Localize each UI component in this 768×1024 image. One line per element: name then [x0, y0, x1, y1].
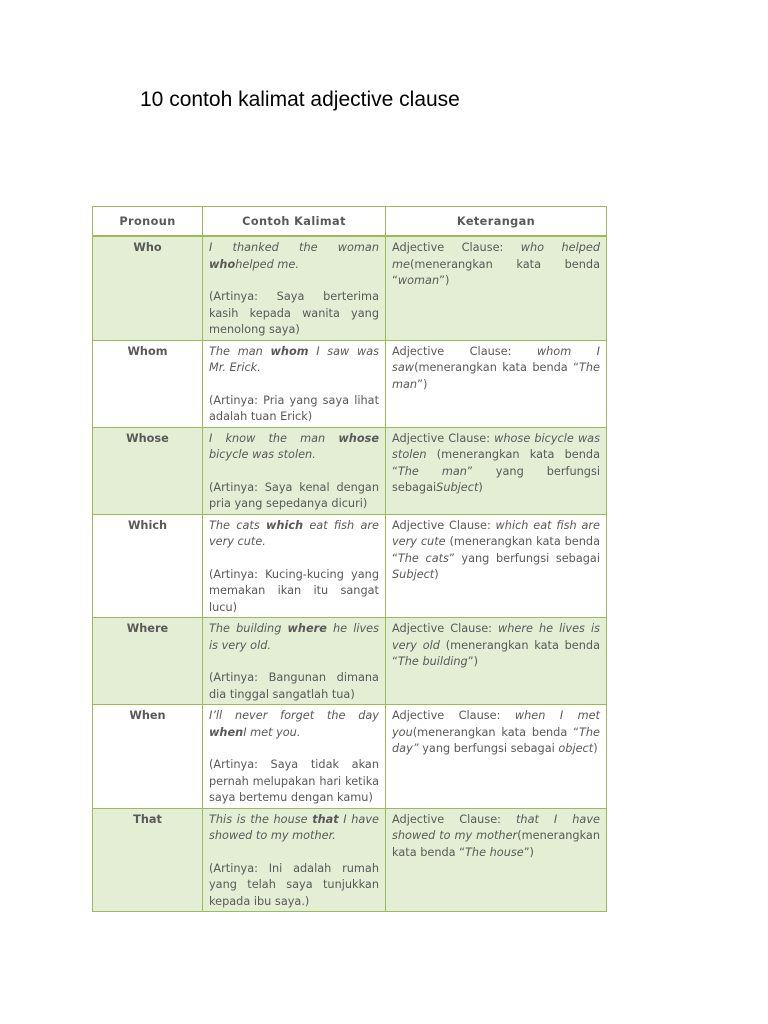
explanation-text: (menerangkan kata benda “	[392, 829, 600, 859]
header-pronoun: Pronoun	[93, 207, 203, 237]
example-cell	[203, 236, 386, 340]
example-cell	[203, 514, 386, 618]
example-text: I’ll never forget the day	[209, 709, 379, 722]
example-sentence	[209, 812, 379, 845]
table-row	[93, 514, 607, 618]
table-row	[93, 340, 607, 427]
example-text: The cats	[209, 518, 266, 532]
explanation-cell	[386, 808, 607, 912]
example-pronoun: who	[209, 257, 236, 271]
explanation-text: Subject	[436, 481, 479, 494]
explanation-text: ”)	[523, 845, 534, 859]
pronoun-cell: When	[93, 705, 203, 809]
adjective-clause-table	[92, 206, 607, 912]
explanation-cell	[386, 340, 607, 427]
explanation-text: (menerangkan kata benda “	[392, 448, 600, 478]
pronoun-cell: Who	[93, 236, 203, 340]
explanation-text: The cats	[397, 551, 449, 565]
table-header-row	[93, 207, 607, 237]
explanation-text: )	[434, 568, 439, 581]
explanation-text: The day”	[392, 725, 600, 755]
example-text: This is the house	[209, 812, 313, 826]
example-pronoun: whose	[338, 431, 379, 445]
explanation-cell	[386, 427, 607, 514]
example-translation: (Artinya: Saya tidak akan pernah melupakan hari ketika saya bertemu dengan kamu)	[209, 758, 379, 804]
explanation-text: that I have showed to my mother	[392, 812, 600, 842]
example-pronoun: which	[265, 518, 304, 532]
header-keterangan: Keterangan	[386, 207, 607, 237]
explanation-text: (menerangkan kata benda “	[392, 535, 600, 565]
explanation-text: ” yang berfungsi sebagai	[392, 464, 600, 494]
example-cell	[203, 427, 386, 514]
explanation-text: (menerangkan kata benda “	[412, 725, 579, 739]
explanation-cell	[386, 236, 607, 340]
explanation-text: Adjective Clause:	[392, 241, 521, 254]
example-sentence	[209, 518, 379, 551]
example-text: I thanked the woman	[209, 241, 379, 254]
example-sentence	[209, 240, 379, 273]
header-contoh-kalimat: Contoh Kalimat	[203, 207, 386, 237]
explanation-text: Adjective Clause:	[392, 622, 499, 635]
example-cell	[203, 618, 386, 705]
explanation-text: ”)	[439, 274, 450, 287]
explanation-text: whom I saw	[392, 344, 600, 374]
example-text: bicycle was stolen.	[209, 448, 316, 461]
explanation-text: whose bicycle was stolen	[392, 431, 600, 461]
example-cell	[203, 705, 386, 809]
table-row	[93, 236, 607, 340]
example-text: I have showed to my mother.	[209, 812, 379, 842]
explanation-text: Adjective Clause:	[392, 518, 496, 532]
example-translation: (Artinya: Bangunan dimana dia tinggal sangatlah tua)	[209, 671, 379, 701]
table-row	[93, 808, 607, 912]
explanation-text: woman	[397, 274, 440, 287]
example-cell	[203, 808, 386, 912]
page-title: 10 contoh kalimat adjective clause	[140, 88, 460, 111]
example-translation: (Artinya: Pria yang saya lihat adalah tuan Erick)	[209, 393, 379, 423]
explanation-text: where he lives is very old	[392, 622, 601, 652]
example-cell	[203, 340, 386, 427]
explanation-text: Adjective Clause:	[392, 709, 515, 722]
explanation-text: )	[478, 481, 483, 494]
explanation-text: The man	[397, 464, 467, 478]
example-text: I saw was Mr. Erick.	[209, 344, 379, 374]
example-translation: (Artinya: Saya berterima kasih kepada wanita yang menolong saya)	[209, 290, 379, 336]
pronoun-cell: Whom	[93, 340, 203, 427]
explanation-text: when I met you	[392, 709, 600, 739]
explanation-text: Adjective Clause:	[392, 431, 495, 445]
explanation-text: object	[558, 742, 594, 755]
explanation-text: (menerangkan kata benda “	[392, 257, 600, 287]
explanation-text: (menerangkan kata benda “	[414, 361, 579, 374]
explanation-text: ”)	[467, 655, 478, 668]
example-sentence	[209, 621, 379, 654]
example-pronoun: where	[287, 622, 327, 635]
example-sentence	[209, 431, 379, 464]
explanation-text: Adjective Clause:	[392, 812, 516, 826]
explanation-text: yang berfungsi sebagai	[418, 742, 559, 755]
example-text: helped me.	[235, 257, 299, 271]
example-pronoun: when	[209, 725, 244, 739]
table-row	[93, 705, 607, 809]
example-text: The man	[209, 344, 271, 358]
pronoun-cell: That	[93, 808, 203, 912]
example-text: he lives is very old.	[209, 622, 379, 652]
pronoun-cell: Where	[93, 618, 203, 705]
explanation-cell	[386, 705, 607, 809]
explanation-text: which eat fish are very cute	[392, 518, 600, 548]
example-translation: (Artinya: Kucing-kucing yang memakan ikan itu sangat lucu)	[209, 567, 379, 614]
explanation-text: Subject	[392, 568, 435, 581]
example-pronoun: whom	[270, 344, 309, 358]
explanation-text: The house	[465, 845, 524, 859]
example-text: The building	[209, 622, 288, 635]
table-row	[93, 427, 607, 514]
explanation-text: who helped me	[392, 241, 600, 271]
pronoun-cell: Whose	[93, 427, 203, 514]
explanation-text: The man	[392, 361, 600, 391]
example-sentence	[209, 344, 379, 377]
example-text: eat fish are very cute.	[209, 518, 379, 548]
example-sentence	[209, 708, 379, 741]
pronoun-cell: Which	[93, 514, 203, 618]
explanation-text: (menerangkan kata benda “	[392, 638, 601, 668]
example-text: I know the man	[209, 431, 339, 445]
example-translation: (Artinya: Saya kenal dengan pria yang sepedanya dicuri)	[209, 480, 379, 510]
explanation-cell	[386, 514, 607, 618]
explanation-text: )	[593, 742, 598, 755]
table-row	[93, 618, 607, 705]
example-pronoun: that	[312, 812, 339, 826]
example-translation: (Artinya: Ini adalah rumah yang telah saya tunjukkan kepada ibu saya.)	[209, 861, 379, 908]
example-text: I met you.	[243, 725, 301, 739]
explanation-cell	[386, 618, 607, 705]
explanation-text: Adjective Clause:	[392, 344, 537, 358]
explanation-text: ”)	[417, 377, 428, 391]
explanation-text: The building	[397, 655, 468, 668]
explanation-text: ” yang berfungsi sebagai	[448, 551, 600, 565]
